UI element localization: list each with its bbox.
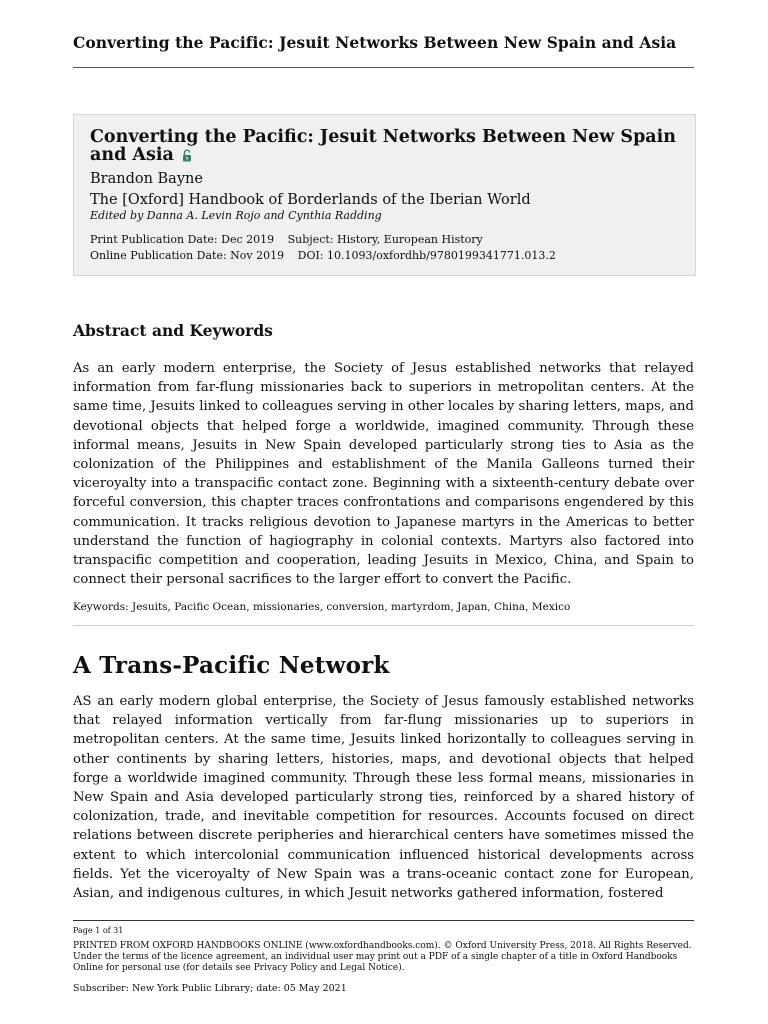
copyright-notice: PRINTED FROM OXFORD HANDBOOKS ONLINE (www.oxfordhandbooks.com). © Oxford University Press, 2018. All Rights Reserved. Under the terms of the licence agreement, an individual user may print out a PDF of a single chapter of a title in Oxford Handbooks Online for personal use (for details see Privacy Policy and Legal Notice). (73, 941, 692, 973)
abstract-paragraph: As an early modern enterprise, the Society of Jesus established networks that relayed information from far-flung missionaries back to superiors in metropolitan centers. At the same time, Jesuits linked to colleagues serving in other locales by sharing letters, maps, and devotional objects that helped forge a worldwide, imagined community. Through these informal means, Jesuits in New Spain developed particularly strong ties to Asia as the colonization of the Philippines and establishment of the Manila Galleons turned their viceroyalty into a transpacific contact zone. Beginning with a sixteenth-century debate over forceful conversion, this chapter traces confrontations and comparisons engendered by this communication. It tracks religious devotion to Japanese martyrs in the Americas to better understand the function of hagiography in colonial contexts. Martyrs also factored into transpacific competition and cooperation, leading Jesuits in Mexico, China, and Spain to connect their personal sacrifices to the larger effort to convert the Pacific. (73, 361, 694, 588)
section-divider (73, 625, 694, 626)
chapter-title (90, 128, 679, 166)
author-name[interactable]: Brandon Bayne (90, 171, 203, 187)
footer-divider (73, 920, 694, 921)
header-divider (73, 67, 694, 68)
online-pub-label: Online Publication Date: (90, 249, 227, 262)
running-header: Converting the Pacific: Jesuit Networks Between New Spain and Asia (73, 33, 677, 52)
abstract-heading: Abstract and Keywords (73, 321, 273, 340)
subject-value[interactable]: History, European History (336, 233, 483, 246)
body-paragraph: AS an early modern global enterprise, the Society of Jesus famously established networks that relayed information vertically from far-flung missionaries up to superiors in metropolitan centers. At the same time, Jesuits linked horizontally to colleagues serving in other continents by sharing letters, histories, maps, and devotional objects that helped forge a worldwide imagined community. Through these less formal means, missionaries in New Spain and Asia developed particularly strong ties, reinforced by a shared history of colonization, trade, and inevitable competition for resources. Accounts focused on direct relations between discrete peripheries and hierarchical centers have sometimes missed the extent to which intercolonial communication influenced historical developments across fields. Yet the viceroyalty of New Spain was a trans-oceanic contact zone for European, Asian, and indigenous cultures, in which Jesuit networks gathered information, fostered (73, 694, 694, 902)
section-heading: A Trans-Pacific Network (73, 652, 390, 679)
chapter-title-text: Converting the Pacific: Jesuit Networks Between New Spain and Asia (90, 127, 677, 165)
print-pub-value: Dec 2019 (221, 233, 275, 246)
open-lock-icon (182, 148, 192, 166)
subscriber-line: Subscriber: New York Public Library; date: 05 May 2021 (73, 983, 347, 994)
subject-label: Subject: (287, 233, 334, 246)
print-pub-label: Print Publication Date: (90, 233, 218, 246)
page-number: Page 1 of 31 (73, 926, 124, 935)
online-publication-line (90, 248, 679, 264)
keywords-line: Keywords: Jesuits, Pacific Ocean, missionaries, conversion, martyrdom, Japan, China, Mexico (73, 601, 571, 613)
doi-label: DOI: (297, 249, 324, 262)
chapter-metadata-box (73, 114, 696, 276)
online-pub-value: Nov 2019 (230, 249, 285, 262)
book-title[interactable]: The [Oxford] Handbook of Borderlands of the Iberian World (90, 192, 531, 208)
editors-line: Edited by Danna A. Levin Rojo and Cynthia Radding (90, 209, 382, 222)
doi-value[interactable]: 10.1093/oxfordhb/9780199341771.013.2 (327, 249, 556, 262)
print-publication-line (90, 232, 679, 248)
